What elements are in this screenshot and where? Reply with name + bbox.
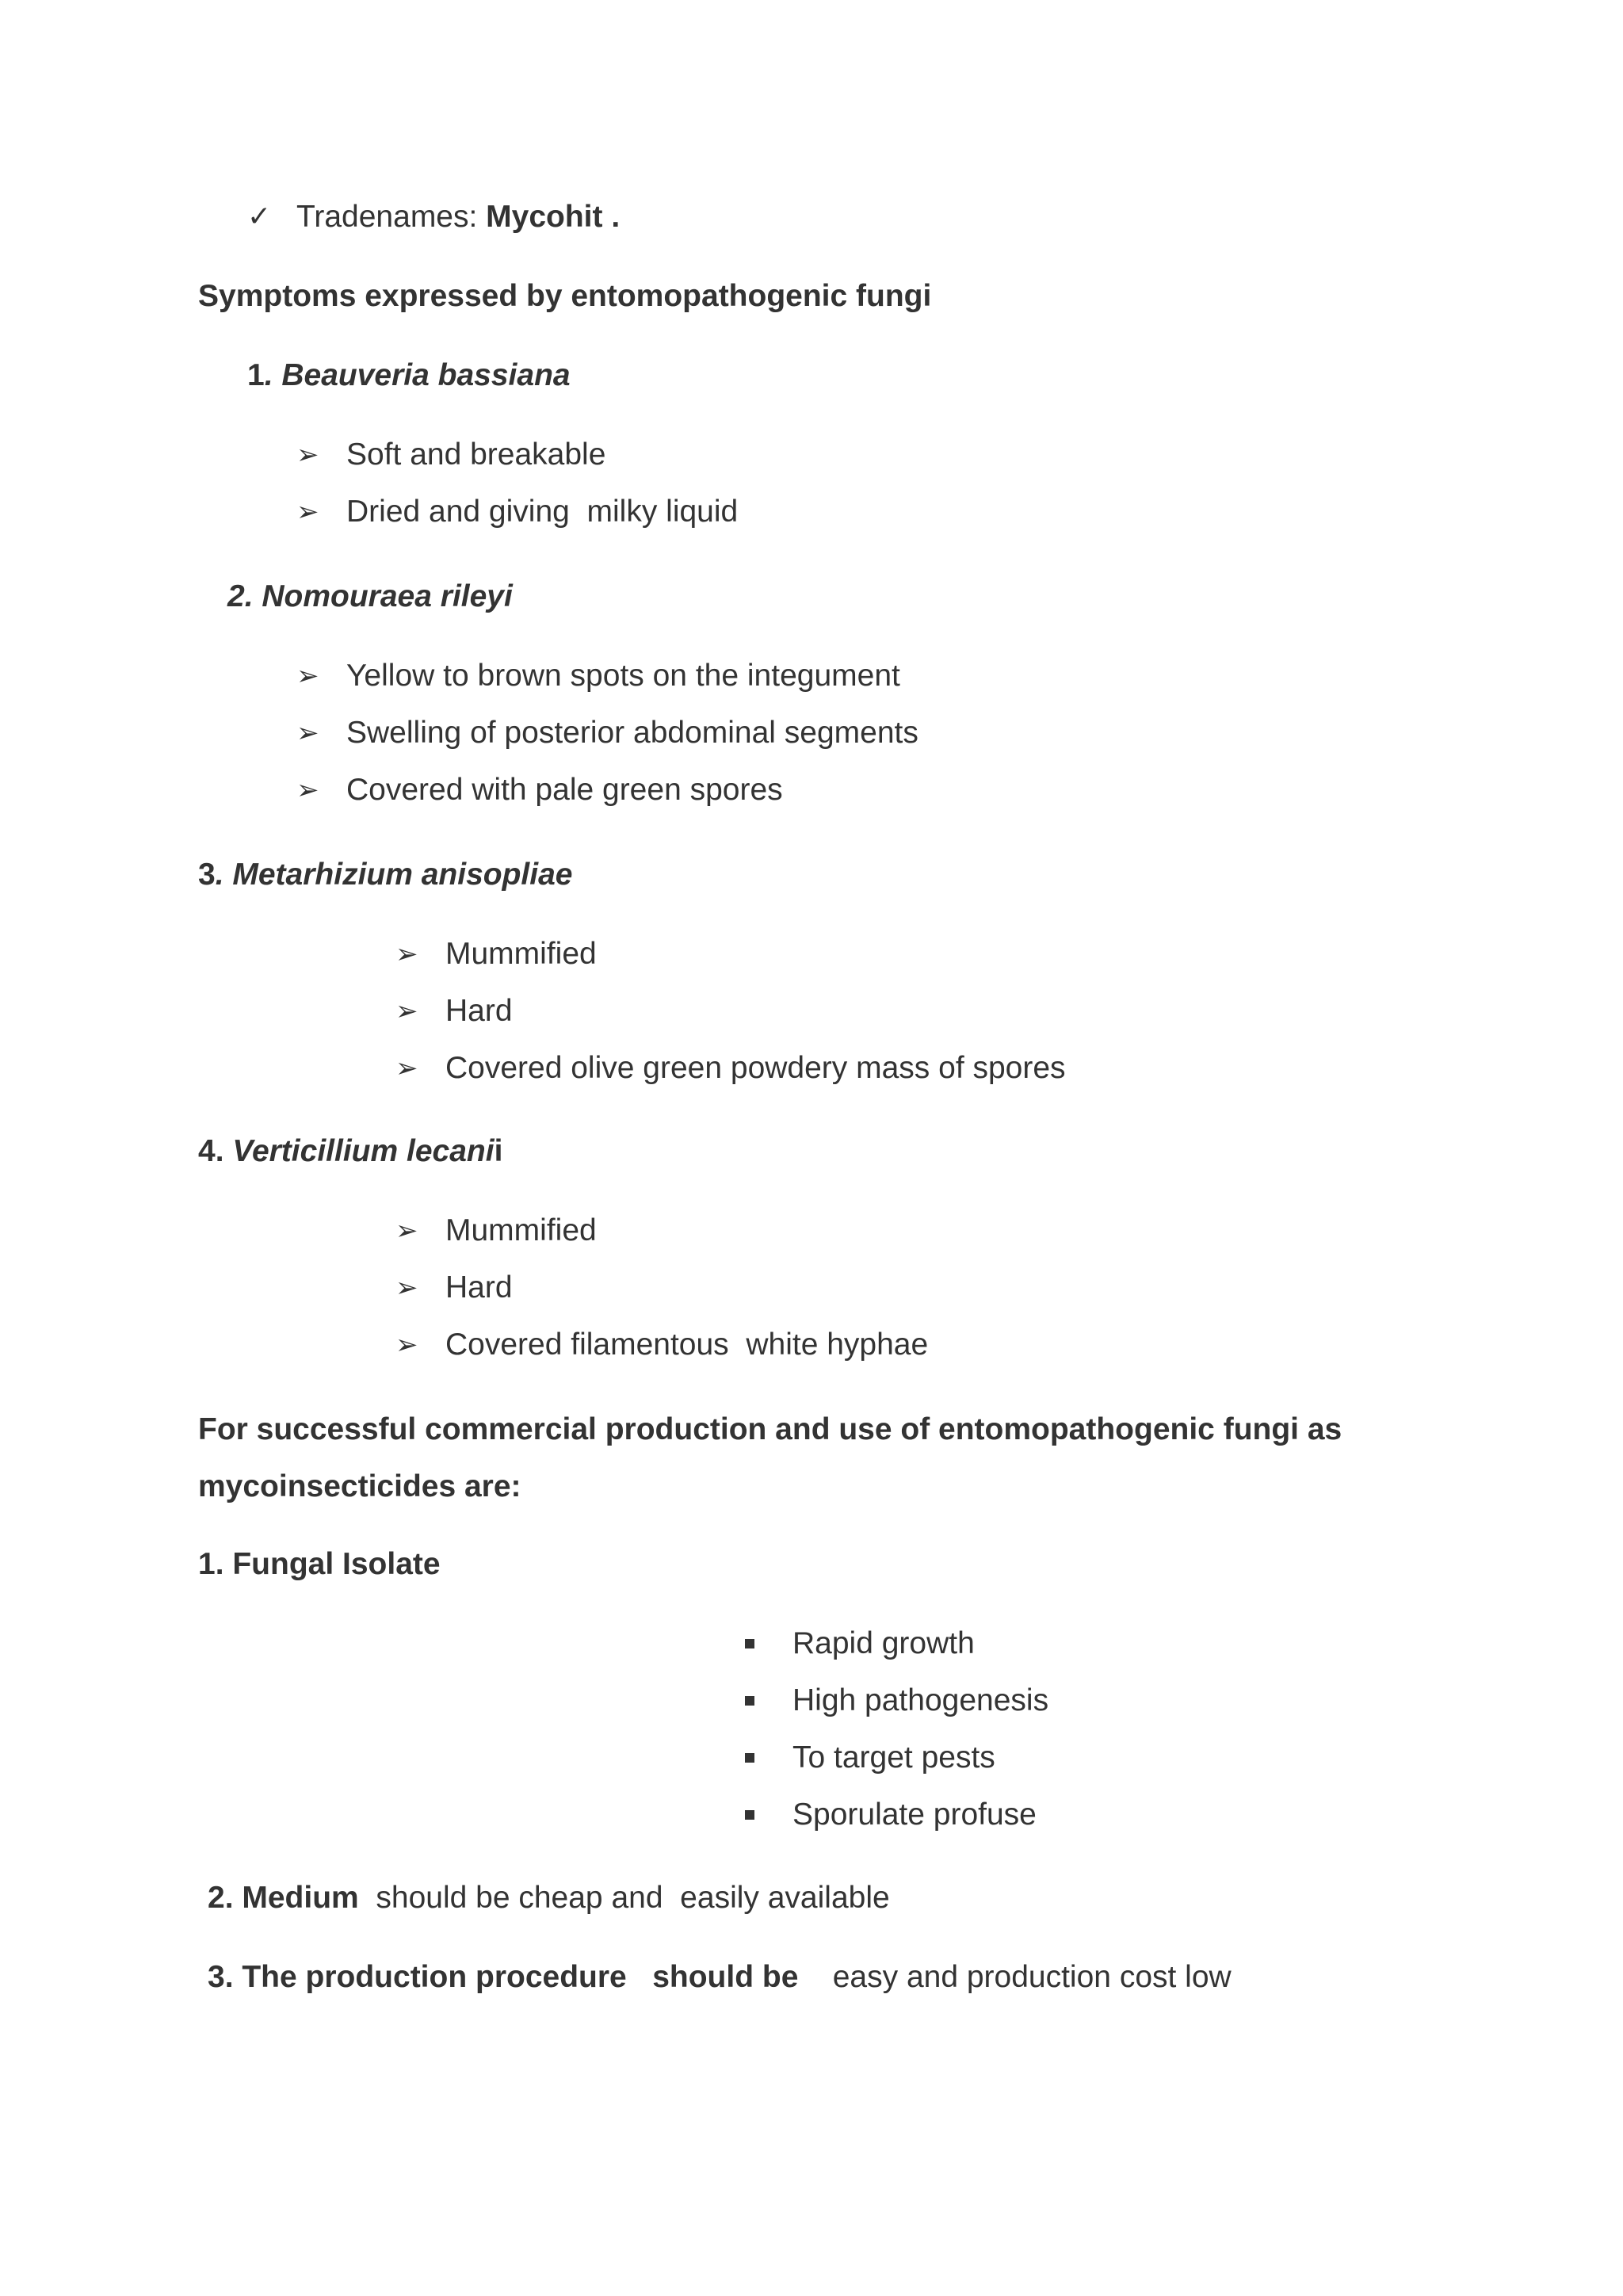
arrow-bullet-icon: ➢ (296, 496, 319, 528)
list-item: Covered filamentous white hyphae (445, 1328, 929, 1362)
list-item: To target pests (792, 1740, 995, 1775)
fungus-heading-nomouraea: 2. Nomouraea rileyi (227, 579, 513, 613)
list-item: Yellow to brown spots on the integument (346, 659, 900, 693)
list-item: Covered with pale green spores (346, 773, 783, 807)
arrow-bullet-icon: ➢ (395, 1215, 418, 1247)
tradenames-value: Mycohit . (486, 200, 621, 234)
production-heading-line2: mycoinsecticides are: (198, 1469, 521, 1503)
arrow-bullet-icon: ➢ (296, 717, 319, 749)
list-item: Dried and giving milky liquid (346, 495, 739, 529)
arrow-bullet-icon: ➢ (395, 1272, 418, 1304)
tradenames-line (296, 198, 620, 236)
fungal-isolate-heading: 1. Fungal Isolate (198, 1547, 441, 1581)
arrow-bullet-icon: ➢ (296, 660, 319, 692)
square-bullet-icon (745, 1639, 754, 1648)
list-item: Mummified (445, 937, 597, 971)
production-heading-line1: For successful commercial production and use of entomopathogenic fungi as (198, 1412, 1342, 1446)
square-bullet-icon (745, 1753, 754, 1763)
procedure-line: 3. The production procedure should be easy and production cost low (208, 1960, 1232, 1994)
fungus-heading-beauveria: 1. Beauveria bassiana (247, 358, 571, 392)
medium-line: 2. Medium should be cheap and easily available (208, 1881, 890, 1915)
tradenames-label: Tradenames: (296, 200, 487, 234)
list-item: Rapid growth (792, 1626, 975, 1660)
list-item: High pathogenesis (792, 1683, 1049, 1717)
arrow-bullet-icon: ➢ (395, 1329, 418, 1361)
arrow-bullet-icon: ➢ (296, 774, 319, 806)
symptoms-heading: Symptoms expressed by entomopathogenic fungi (198, 279, 932, 313)
list-item: Hard (445, 1270, 513, 1305)
list-item: Swelling of posterior abdominal segments (346, 716, 918, 750)
list-item: Sporulate profuse (792, 1797, 1037, 1832)
list-item: Mummified (445, 1213, 597, 1247)
square-bullet-icon (745, 1696, 754, 1706)
fungus-heading-metarhizium: 3. Metarhizium anisopliae (198, 858, 573, 892)
arrow-bullet-icon: ➢ (296, 439, 319, 471)
check-icon: ✓ (247, 201, 272, 233)
list-item: Hard (445, 994, 513, 1028)
list-item: Covered olive green powdery mass of spores (445, 1051, 1066, 1085)
arrow-bullet-icon: ➢ (395, 995, 418, 1027)
fungus-heading-verticillium: 4. Verticillium lecanii (198, 1134, 503, 1168)
square-bullet-icon (745, 1810, 754, 1820)
arrow-bullet-icon: ➢ (395, 1052, 418, 1084)
arrow-bullet-icon: ➢ (395, 938, 418, 970)
list-item: Soft and breakable (346, 437, 606, 472)
